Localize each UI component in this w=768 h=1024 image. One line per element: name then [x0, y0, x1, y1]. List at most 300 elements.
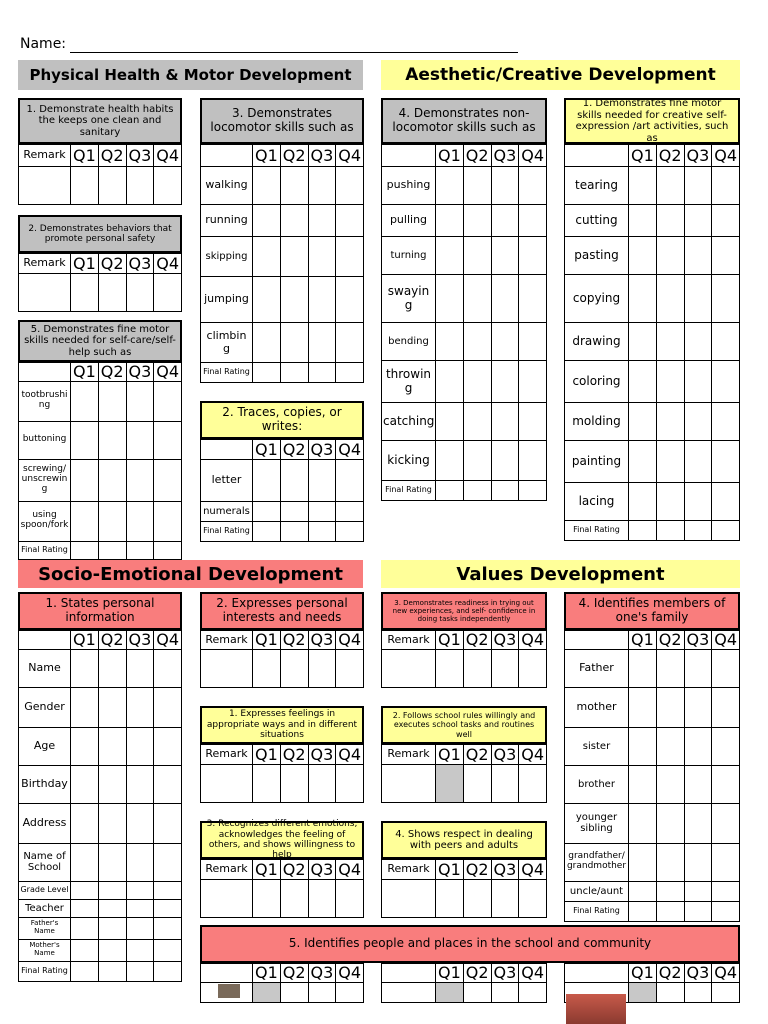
rating-cell[interactable] — [684, 803, 712, 843]
rating-cell[interactable] — [253, 205, 281, 237]
rating-cell[interactable] — [629, 441, 657, 483]
rating-cell[interactable] — [154, 917, 182, 939]
rating-cell[interactable] — [712, 521, 740, 541]
rating-cell[interactable] — [280, 323, 308, 363]
rating-cell[interactable] — [629, 803, 657, 843]
rating-cell[interactable] — [126, 459, 154, 501]
rating-cell[interactable] — [154, 421, 182, 459]
rating-cell[interactable] — [98, 899, 126, 917]
rating-cell[interactable] — [656, 843, 684, 881]
q-header: Q4 — [519, 631, 547, 650]
rating-cell[interactable] — [126, 649, 154, 687]
remark-cell[interactable] — [382, 649, 436, 687]
rating-cell[interactable] — [280, 522, 308, 542]
rating-cell[interactable] — [253, 237, 281, 277]
remark-cell[interactable] — [201, 765, 253, 803]
rating-cell[interactable] — [98, 421, 126, 459]
rating-cell[interactable] — [98, 765, 126, 803]
rating-cell[interactable] — [684, 441, 712, 483]
values-respect-header: 4. Shows respect in dealing with peers and adults — [381, 821, 547, 859]
rating-cell[interactable] — [712, 361, 740, 403]
rating-cell[interactable] — [154, 459, 182, 501]
rating-cell[interactable] — [436, 649, 464, 687]
rating-cell[interactable] — [656, 901, 684, 921]
rating-cell[interactable] — [712, 881, 740, 901]
rating-cell[interactable] — [712, 687, 740, 727]
rating-cell[interactable] — [491, 323, 519, 361]
rating-cell[interactable] — [463, 403, 491, 441]
rating-cell[interactable] — [71, 727, 99, 765]
rating-cell[interactable] — [629, 323, 657, 361]
rating-cell[interactable] — [436, 167, 464, 205]
rating-cell[interactable] — [126, 541, 154, 559]
q-header: Q2 — [656, 145, 684, 167]
rating-cell[interactable] — [154, 939, 182, 961]
rating-cell[interactable] — [71, 381, 99, 421]
rating-cell[interactable] — [126, 899, 154, 917]
rating-cell[interactable] — [656, 483, 684, 521]
rating-cell[interactable] — [154, 899, 182, 917]
rating-cell[interactable] — [126, 687, 154, 727]
rating-cell[interactable] — [519, 403, 547, 441]
rating-cell[interactable] — [336, 167, 364, 205]
rating-cell[interactable] — [336, 982, 364, 1002]
rating-cell[interactable] — [154, 381, 182, 421]
rating-cell[interactable] — [436, 275, 464, 323]
rating-cell[interactable] — [463, 649, 491, 687]
rating-cell[interactable] — [491, 441, 519, 481]
rating-cell[interactable] — [71, 501, 99, 541]
rating-cell[interactable] — [126, 881, 154, 899]
rating-cell[interactable] — [71, 899, 99, 917]
rating-cell[interactable] — [684, 982, 712, 1002]
q-header: Q4 — [154, 631, 182, 650]
q-header: Q1 — [629, 145, 657, 167]
rating-cell[interactable] — [98, 939, 126, 961]
q-header: Q2 — [656, 631, 684, 650]
rating-cell[interactable] — [712, 403, 740, 441]
rating-cell[interactable] — [253, 363, 281, 383]
rating-cell[interactable] — [684, 687, 712, 727]
family-label: Father — [565, 649, 629, 687]
rating-cell[interactable] — [253, 460, 281, 502]
rating-cell[interactable] — [336, 277, 364, 323]
rating-cell[interactable] — [712, 167, 740, 205]
rating-cell[interactable] — [308, 205, 336, 237]
remark-cell[interactable] — [19, 167, 71, 205]
rating-cell[interactable] — [71, 881, 99, 899]
rating-cell[interactable] — [436, 323, 464, 361]
rating-cell[interactable] — [308, 167, 336, 205]
rating-cell[interactable] — [712, 205, 740, 237]
rating-cell[interactable] — [154, 843, 182, 881]
rating-cell[interactable] — [684, 483, 712, 521]
q-header: Q3 — [684, 631, 712, 650]
rating-cell[interactable] — [656, 167, 684, 205]
skill-label: tearing — [565, 167, 629, 205]
rating-cell[interactable] — [253, 649, 281, 687]
rating-cell[interactable] — [436, 237, 464, 275]
rating-cell[interactable] — [491, 275, 519, 323]
rating-cell[interactable] — [308, 277, 336, 323]
rating-cell[interactable] — [154, 541, 182, 559]
rating-cell[interactable] — [656, 687, 684, 727]
q-header: Q3 — [126, 631, 154, 650]
rating-cell[interactable] — [336, 205, 364, 237]
rating-cell[interactable] — [253, 277, 281, 323]
rating-cell[interactable] — [280, 880, 308, 918]
rating-cell[interactable] — [98, 687, 126, 727]
rating-cell[interactable] — [126, 167, 154, 205]
rating-cell[interactable] — [684, 205, 712, 237]
rating-cell[interactable] — [684, 323, 712, 361]
skill-label: pushing — [382, 167, 436, 205]
rating-cell[interactable] — [71, 961, 99, 981]
rating-cell[interactable] — [463, 237, 491, 275]
final-rating-label: Final Rating — [382, 481, 436, 501]
rating-cell[interactable] — [126, 961, 154, 981]
rating-cell[interactable] — [98, 501, 126, 541]
rating-cell[interactable] — [629, 521, 657, 541]
rating-cell[interactable] — [629, 765, 657, 803]
remark-cell[interactable] — [382, 880, 436, 918]
rating-cell[interactable] — [519, 237, 547, 275]
q-header: Q2 — [98, 363, 126, 382]
rating-cell[interactable] — [98, 803, 126, 843]
rating-cell[interactable] — [712, 901, 740, 921]
skill-label: molding — [565, 403, 629, 441]
rating-cell[interactable] — [71, 803, 99, 843]
rating-cell[interactable] — [253, 880, 281, 918]
rating-cell[interactable] — [519, 167, 547, 205]
rating-cell[interactable] — [71, 649, 99, 687]
rating-cell[interactable] — [684, 275, 712, 323]
q-header: Q1 — [253, 631, 281, 650]
rating-cell[interactable] — [280, 277, 308, 323]
rating-cell[interactable] — [491, 982, 519, 1002]
rating-cell[interactable] — [656, 982, 684, 1002]
rating-cell[interactable] — [519, 765, 547, 803]
rating-cell[interactable] — [656, 205, 684, 237]
rating-cell[interactable] — [519, 275, 547, 323]
rating-cell[interactable] — [684, 237, 712, 275]
rating-cell[interactable] — [154, 727, 182, 765]
family-label: younger sibling — [565, 803, 629, 843]
rating-cell[interactable] — [629, 205, 657, 237]
rating-cell[interactable] — [126, 917, 154, 939]
rating-cell[interactable] — [126, 274, 154, 312]
q-header: Q4 — [519, 745, 547, 765]
rating-cell[interactable] — [71, 541, 99, 559]
rating-cell[interactable] — [154, 765, 182, 803]
rating-cell[interactable] — [712, 441, 740, 483]
rating-cell[interactable] — [280, 982, 308, 1002]
rating-cell[interactable] — [629, 361, 657, 403]
rating-cell[interactable] — [336, 880, 364, 918]
rating-cell[interactable] — [491, 481, 519, 501]
rating-cell[interactable] — [154, 274, 182, 312]
rating-cell[interactable] — [463, 982, 491, 1002]
rating-cell[interactable] — [463, 481, 491, 501]
rating-cell[interactable] — [629, 403, 657, 441]
rating-cell[interactable] — [491, 649, 519, 687]
rating-cell[interactable] — [519, 880, 547, 918]
rating-cell[interactable] — [656, 275, 684, 323]
rating-cell[interactable] — [308, 522, 336, 542]
rating-cell[interactable] — [684, 403, 712, 441]
rating-cell[interactable] — [656, 803, 684, 843]
rating-cell[interactable] — [684, 765, 712, 803]
rating-cell[interactable] — [98, 381, 126, 421]
remark-cell[interactable] — [382, 765, 436, 803]
rating-cell[interactable] — [712, 803, 740, 843]
rating-cell[interactable] — [629, 237, 657, 275]
rating-cell[interactable] — [629, 483, 657, 521]
rating-cell[interactable] — [280, 205, 308, 237]
rating-cell[interactable] — [712, 649, 740, 687]
rating-cell[interactable] — [491, 765, 519, 803]
rating-cell[interactable] — [126, 765, 154, 803]
skill-label: cutting — [565, 205, 629, 237]
rating-cell[interactable] — [463, 205, 491, 237]
rating-cell[interactable] — [712, 982, 740, 1002]
rating-cell[interactable] — [308, 502, 336, 522]
rating-cell[interactable] — [98, 274, 126, 312]
rating-cell[interactable] — [436, 205, 464, 237]
rating-cell[interactable] — [280, 363, 308, 383]
rating-cell[interactable] — [436, 880, 464, 918]
rating-cell[interactable] — [436, 361, 464, 403]
rating-cell[interactable] — [436, 481, 464, 501]
rating-cell[interactable] — [126, 381, 154, 421]
rating-cell[interactable] — [519, 323, 547, 361]
q-header: Q1 — [253, 145, 281, 167]
q-header: Q2 — [280, 631, 308, 650]
rating-cell[interactable] — [71, 167, 99, 205]
rating-cell[interactable] — [280, 167, 308, 205]
rating-cell[interactable] — [308, 460, 336, 502]
rating-cell[interactable] — [280, 237, 308, 277]
rating-cell[interactable] — [98, 961, 126, 981]
rating-cell[interactable] — [126, 843, 154, 881]
rating-cell[interactable] — [336, 460, 364, 502]
rating-cell[interactable] — [154, 881, 182, 899]
info-label: Address — [19, 803, 71, 843]
skill-label: buttoning — [19, 421, 71, 459]
rating-cell[interactable] — [656, 441, 684, 483]
rating-cell[interactable] — [463, 323, 491, 361]
rating-cell[interactable] — [98, 459, 126, 501]
remark-cell[interactable] — [201, 880, 253, 918]
rating-cell[interactable] — [126, 727, 154, 765]
rating-cell[interactable] — [98, 727, 126, 765]
rating-cell[interactable] — [154, 803, 182, 843]
rating-cell[interactable] — [98, 843, 126, 881]
rating-cell[interactable] — [98, 541, 126, 559]
socio-feelings-header: 1. Expresses feelings in appropriate ways and in different situations — [200, 706, 364, 744]
q-header: Q3 — [126, 254, 154, 274]
rating-cell[interactable] — [463, 167, 491, 205]
rating-cell[interactable] — [684, 167, 712, 205]
rating-cell[interactable] — [98, 881, 126, 899]
rating-cell[interactable] — [463, 765, 491, 803]
rating-cell[interactable] — [308, 649, 336, 687]
rating-cell[interactable] — [280, 765, 308, 803]
interests-table — [200, 630, 364, 688]
rating-cell[interactable] — [684, 843, 712, 881]
rating-cell[interactable] — [71, 421, 99, 459]
skill-label: walking — [201, 167, 253, 205]
q-header: Q3 — [491, 145, 519, 167]
rating-cell[interactable] — [684, 901, 712, 921]
rating-cell[interactable] — [629, 727, 657, 765]
rating-cell[interactable] — [71, 459, 99, 501]
rating-cell[interactable] — [712, 275, 740, 323]
rating-cell[interactable] — [126, 803, 154, 843]
rating-cell[interactable] — [463, 441, 491, 481]
rating-cell[interactable] — [154, 649, 182, 687]
rules-table — [381, 744, 547, 803]
rating-cell[interactable] — [684, 881, 712, 901]
rating-cell[interactable] — [154, 687, 182, 727]
q-header: Q4 — [519, 145, 547, 167]
remark-label: Remark — [201, 631, 253, 650]
rating-cell[interactable] — [656, 649, 684, 687]
rating-cell[interactable] — [71, 843, 99, 881]
rating-cell[interactable] — [308, 765, 336, 803]
rating-cell[interactable] — [629, 167, 657, 205]
rating-cell[interactable] — [712, 843, 740, 881]
rating-cell[interactable] — [336, 649, 364, 687]
skill-label: lacing — [565, 483, 629, 521]
rating-cell[interactable] — [71, 939, 99, 961]
rating-cell[interactable] — [253, 323, 281, 363]
rating-cell[interactable] — [280, 649, 308, 687]
skill-label: pasting — [565, 237, 629, 275]
rating-cell[interactable] — [463, 361, 491, 403]
building-photo-thumbnail — [566, 994, 626, 1024]
rating-cell[interactable] — [436, 441, 464, 481]
rating-cell[interactable] — [154, 961, 182, 981]
rating-cell[interactable] — [712, 765, 740, 803]
rating-cell[interactable] — [98, 649, 126, 687]
rating-cell[interactable] — [519, 481, 547, 501]
rating-cell[interactable] — [491, 205, 519, 237]
rating-cell[interactable] — [98, 917, 126, 939]
rating-cell[interactable] — [656, 765, 684, 803]
rating-cell[interactable] — [519, 205, 547, 237]
rating-cell[interactable] — [336, 502, 364, 522]
rating-cell[interactable] — [336, 237, 364, 277]
rating-cell[interactable] — [684, 727, 712, 765]
rating-cell[interactable] — [98, 167, 126, 205]
rating-cell[interactable] — [126, 501, 154, 541]
rating-cell[interactable] — [656, 323, 684, 361]
rating-cell[interactable] — [684, 649, 712, 687]
rating-cell[interactable] — [126, 421, 154, 459]
rating-cell[interactable] — [308, 323, 336, 363]
rating-cell[interactable] — [519, 649, 547, 687]
rating-cell[interactable] — [629, 687, 657, 727]
rating-cell[interactable] — [463, 880, 491, 918]
rating-cell[interactable] — [684, 361, 712, 403]
rating-cell[interactable] — [253, 502, 281, 522]
rating-cell[interactable] — [684, 521, 712, 541]
q-header: Q2 — [98, 254, 126, 274]
rating-cell[interactable] — [126, 939, 154, 961]
info-label: Grade Level — [19, 881, 71, 899]
rating-cell[interactable] — [253, 765, 281, 803]
q-header: Q2 — [463, 745, 491, 765]
rating-cell[interactable] — [656, 403, 684, 441]
rating-cell[interactable] — [436, 403, 464, 441]
rating-cell[interactable] — [336, 363, 364, 383]
info-label: Gender — [19, 687, 71, 727]
rating-cell[interactable] — [656, 237, 684, 275]
q-header: Q4 — [336, 145, 364, 167]
rating-cell[interactable] — [253, 167, 281, 205]
rating-cell[interactable] — [71, 274, 99, 312]
socio-h2-header: 2. Expresses personal interests and needs — [200, 592, 364, 630]
rating-cell[interactable] — [712, 727, 740, 765]
q-header: Q4 — [336, 745, 364, 765]
rating-cell[interactable] — [154, 167, 182, 205]
rating-cell[interactable] — [308, 363, 336, 383]
rating-cell[interactable] — [712, 483, 740, 521]
rating-cell[interactable] — [519, 361, 547, 403]
rating-cell[interactable] — [308, 237, 336, 277]
rating-cell[interactable] — [280, 460, 308, 502]
rating-cell[interactable] — [656, 881, 684, 901]
final-rating-label: Final Rating — [565, 901, 629, 921]
rating-cell[interactable] — [491, 167, 519, 205]
rating-cell[interactable] — [463, 275, 491, 323]
rating-cell[interactable] — [629, 649, 657, 687]
rating-cell[interactable] — [154, 501, 182, 541]
rating-cell[interactable] — [656, 727, 684, 765]
rating-cell[interactable] — [629, 901, 657, 921]
rating-cell[interactable] — [491, 880, 519, 918]
rating-cell[interactable] — [71, 765, 99, 803]
rating-cell[interactable] — [71, 917, 99, 939]
rating-cell[interactable] — [656, 521, 684, 541]
rating-cell[interactable] — [712, 237, 740, 275]
rating-cell[interactable] — [629, 275, 657, 323]
q-header: Q4 — [336, 631, 364, 650]
rating-cell[interactable] — [656, 361, 684, 403]
rating-cell[interactable] — [336, 765, 364, 803]
readiness-table — [381, 630, 547, 688]
rating-cell[interactable] — [712, 323, 740, 361]
rating-cell[interactable] — [253, 522, 281, 542]
rating-cell[interactable] — [629, 843, 657, 881]
remark-cell[interactable] — [201, 649, 253, 687]
rating-cell[interactable] — [336, 323, 364, 363]
rating-cell[interactable] — [519, 441, 547, 481]
rating-cell[interactable] — [280, 502, 308, 522]
rating-cell[interactable] — [308, 982, 336, 1002]
rating-cell[interactable] — [71, 687, 99, 727]
rating-cell[interactable] — [491, 237, 519, 275]
name-field-line[interactable] — [70, 52, 518, 53]
rating-cell[interactable] — [519, 982, 547, 1002]
rating-cell[interactable] — [308, 880, 336, 918]
rating-cell[interactable] — [491, 361, 519, 403]
rating-cell[interactable] — [629, 881, 657, 901]
rating-cell[interactable] — [336, 522, 364, 542]
rating-cell[interactable] — [491, 403, 519, 441]
remark-cell[interactable] — [19, 274, 71, 312]
